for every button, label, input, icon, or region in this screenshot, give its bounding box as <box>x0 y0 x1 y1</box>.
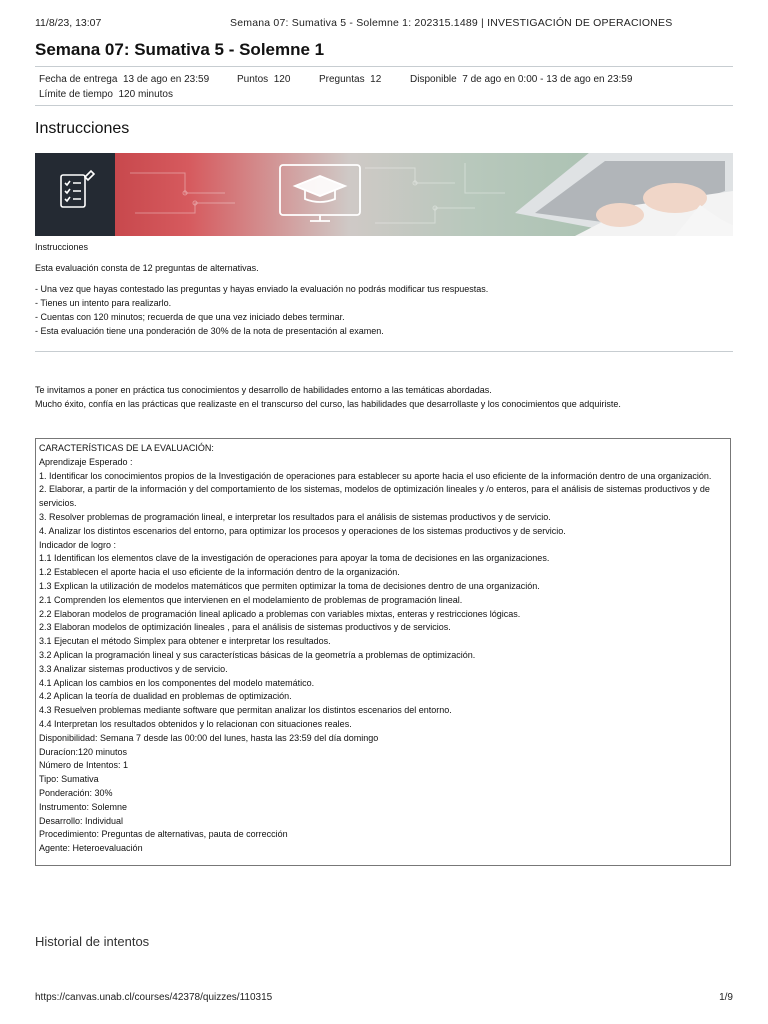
char-line: 3.3 Analizar sistemas productivos y de servicio. <box>39 663 228 674</box>
instructions-banner <box>35 153 733 236</box>
char-line: Procedimiento: Preguntas de alternativas, pauta de corrección <box>39 829 288 840</box>
char-line: 1.1 Identifican los elementos clave de la investigación de operaciones para apoyar la toma de decisiones en las organizaciones. <box>39 553 550 564</box>
divider <box>35 351 733 352</box>
char-line: 4.2 Aplican la teoría de dualidad en problemas de optimización. <box>39 691 292 702</box>
print-page-title: Semana 07: Sumativa 5 - Solemne 1: 202315.1489 | INVESTIGACIÓN DE OPERACIONES <box>230 17 673 29</box>
char-line: Instrumento: Solemne <box>39 801 128 812</box>
time-limit <box>39 89 173 100</box>
evaluation-characteristics <box>35 438 731 866</box>
char-line: 2.2 Elaboran modelos de programación lineal aplicado a problemas con variables mixtas, enteras y restricciones lógicas. <box>39 608 521 619</box>
questions-value: 12 <box>370 74 382 85</box>
page-number: 1/9 <box>719 992 733 1003</box>
rule-2: - Tienes un intento para realizarlo. <box>35 298 172 308</box>
attempt-history-heading: Historial de intentos <box>35 934 150 949</box>
char-line: 3. Resolver problemas de programación lineal, e interpretar los resultados para el análisis de sistemas productivos y de servicio. <box>39 511 551 522</box>
char-line: Número de Intentos: 1 <box>39 760 129 771</box>
available-value: 7 de ago en 0:00 - 13 de ago en 23:59 <box>462 74 633 85</box>
char-line: 4. Analizar los distintos escenarios del entorno, para optimizar los procesos y operaciones de los sistemas productivos y de servicio. <box>39 525 566 536</box>
points-value: 120 <box>273 74 291 85</box>
rule-4: - Esta evaluación tiene una ponderación de 30% de la nota de presentación al examen. <box>35 326 384 336</box>
graduation-cap-icon <box>280 165 360 221</box>
char-line: Agente: Heteroevaluación <box>39 843 143 854</box>
due-label: Fecha de entrega <box>39 74 118 85</box>
char-line: 2. Elaborar, a partir de la información y del comportamiento de los sistemas, modelos de optimización lineales y /o enteros, para el análisis de sistemas productivos y de servicios. <box>39 484 710 509</box>
char-line: 1.3 Explican la utilización de modelos matemáticos que permiten optimizar la toma de decisiones dentro de una organización. <box>39 580 540 591</box>
time-limit-value: 120 minutos <box>118 89 173 100</box>
instructions-intro: Esta evaluación consta de 12 preguntas de alternativas. <box>35 263 259 273</box>
char-line: Disponibilidad: Semana 7 desde las 00:00 del lunes, hasta las 23:59 del día domingo <box>39 732 379 743</box>
char-line: Indicador de logro : <box>39 539 117 550</box>
invite-line-1: Te invitamos a poner en práctica tus conocimientos y desarrollo de habilidades entorno a las temáticas abordadas. <box>35 385 492 395</box>
char-line: CARACTERÍSTICAS DE LA EVALUACIÓN: <box>39 443 214 453</box>
points-label: Puntos <box>237 74 269 85</box>
char-line: Ponderación: 30% <box>39 787 113 798</box>
char-line: 1.2 Establecen el aporte hacia el uso eficiente de la información dentro de la organización. <box>39 567 400 578</box>
char-line: Desarrollo: Individual <box>39 815 124 826</box>
char-line: 2.1 Comprenden los elementos que intervienen en el modelamiento de problemas de programación lineal. <box>39 594 463 605</box>
rule-1: - Una vez que hayas contestado las preguntas y hayas enviado la evaluación no podrás modificar tus respuestas. <box>35 284 489 294</box>
print-url: https://canvas.unab.cl/courses/42378/quizzes/110315 <box>35 992 273 1003</box>
instructions-heading: Instrucciones <box>35 120 130 137</box>
instructions-subheading: Instrucciones <box>35 242 89 252</box>
char-line: 1. Identificar los conocimientos propios de la Investigación de operaciones para establecer su aporte hacia el uso eficiente de la información dentro de una organización. <box>39 470 712 481</box>
due-date <box>39 74 209 85</box>
char-line: 4.4 Interpretan los resultados obtenidos y lo relacionan con situaciones reales. <box>39 718 352 729</box>
due-value: 13 de ago en 23:59 <box>122 74 210 85</box>
print-datetime: 11/8/23, 13:07 <box>35 17 102 29</box>
char-line: Tipo: Sumativa <box>39 774 99 785</box>
char-line: 3.1 Ejecutan el método Simplex para obtener e interpretar los resultados. <box>39 636 331 647</box>
char-line: Duracíon:120 minutos <box>39 746 128 757</box>
char-line: Aprendizaje Esperado : <box>39 456 133 467</box>
page-title: Semana 07: Sumativa 5 - Solemne 1 <box>35 40 325 59</box>
banner-illustration <box>35 153 733 236</box>
questions <box>319 74 381 85</box>
checklist-icon <box>61 171 94 207</box>
print-footer <box>35 992 733 1003</box>
char-line: 3.2 Aplican la programación lineal y sus características básicas de la geometría a problemas de optimización. <box>39 649 476 660</box>
invite-line-2: Mucho éxito, confía en las prácticas que realizaste en el transcurso del curso, las habilidades que desarrollaste y los conocimientos que adquiriste. <box>35 399 621 409</box>
print-header <box>35 17 733 33</box>
time-limit-label: Límite de tiempo <box>39 89 113 100</box>
availability <box>410 74 632 85</box>
char-line: 4.3 Resuelven problemas mediante software que permitan analizar los distintos escenarios del entorno. <box>39 705 452 716</box>
char-line: 2.3 Elaboran modelos de optimización lineales , para el análisis de sistemas productivos y de servicios. <box>39 622 451 633</box>
questions-label: Preguntas <box>319 74 365 85</box>
available-label: Disponible <box>410 74 457 85</box>
points <box>237 74 290 85</box>
quiz-details <box>35 66 733 106</box>
char-line: 4.1 Aplican los cambios en los componentes del modelo matemático. <box>39 677 315 688</box>
rule-3: - Cuentas con 120 minutos; recuerda de que una vez iniciado debes terminar. <box>35 312 345 322</box>
